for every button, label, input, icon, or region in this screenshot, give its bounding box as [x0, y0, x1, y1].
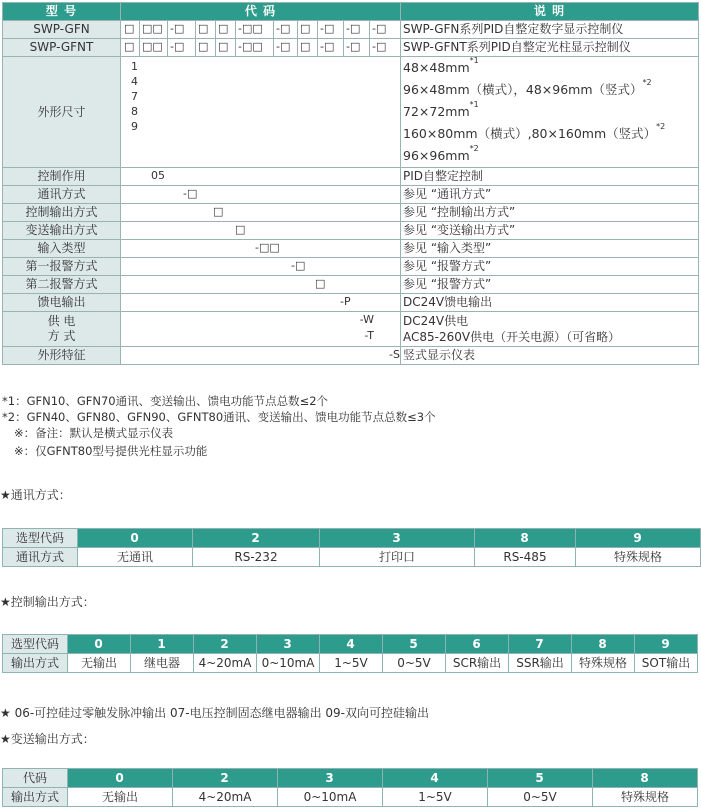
power-desc: DC24V供电 AC85-260V供电（开关电源）（可省略） — [401, 312, 699, 347]
ctrl-value: SCR输出 — [446, 654, 509, 673]
size-codes — [121, 57, 401, 168]
option-code: 05 — [151, 169, 165, 182]
ctrl-code-7: 7 — [509, 635, 572, 654]
model-name: SWP-GFNT — [3, 39, 121, 57]
code-segment: -□ — [346, 40, 361, 53]
trans-code-2: 2 — [173, 769, 278, 788]
code-segment: □ — [300, 22, 311, 35]
segment-divider — [235, 21, 236, 38]
code-segment: -□ — [320, 40, 335, 53]
option-row — [3, 294, 699, 312]
comm-value: RS-232 — [193, 548, 320, 567]
segment-divider — [195, 21, 196, 38]
ctrl-row-label: 输出方式 — [3, 654, 68, 673]
model-row-gfnt — [3, 39, 699, 57]
option-desc: 参见 “报警方式” — [401, 258, 699, 276]
option-row — [3, 222, 699, 240]
ctrl-code-4: 4 — [320, 635, 383, 654]
power-row — [3, 312, 699, 347]
model-desc: SWP-GFN系列PID自整定数字显示控制仪 — [401, 21, 699, 39]
code-segment: -□□ — [238, 22, 263, 35]
shape-label: 外形特征 — [3, 347, 121, 365]
main-header-row — [3, 3, 699, 21]
code-segment: -□ — [320, 22, 335, 35]
ctrl-value: 1~5V — [320, 654, 383, 673]
comm-code-8: 8 — [475, 529, 576, 548]
code-segment: □ — [218, 40, 229, 53]
code-segment: □ — [218, 22, 229, 35]
code-segment: □□ — [142, 40, 163, 53]
trans-code-0: 0 — [68, 769, 173, 788]
ctrl-value: 特殊规格 — [572, 654, 635, 673]
segment-divider — [235, 39, 236, 56]
option-code-cell — [121, 186, 401, 204]
option-row — [3, 276, 699, 294]
option-label: 馈电输出 — [3, 294, 121, 312]
option-code: □ — [235, 223, 246, 236]
note-2: *2：GFN40、GFN80、GFN90、GFNT80通讯、变送输出、馈电功能节点总数≤3个 — [2, 410, 436, 424]
option-desc: 参见 “报警方式” — [401, 276, 699, 294]
size-code: 4 — [131, 75, 138, 88]
size-row — [3, 57, 699, 168]
header-code: 代 码 — [121, 3, 401, 21]
option-row — [3, 258, 699, 276]
power-codes — [121, 312, 401, 347]
code-segment: □ — [198, 40, 209, 53]
option-desc: 参见 “控制输出方式” — [401, 204, 699, 222]
option-label: 第二报警方式 — [3, 276, 121, 294]
option-label: 变送输出方式 — [3, 222, 121, 240]
comm-head-label: 选型代码 — [3, 529, 78, 548]
comm-code-3: 3 — [320, 529, 475, 548]
option-code: □ — [315, 277, 326, 290]
size-code: 1 — [131, 60, 138, 73]
code-segments-gfnt — [121, 39, 401, 57]
trans-value: 4~20mA — [173, 788, 278, 807]
model-desc: SWP-GFNT系列PID自整定光柱显示控制仪 — [401, 39, 699, 57]
power-code-w: -W — [359, 313, 374, 326]
option-label: 第一报警方式 — [3, 258, 121, 276]
header-desc: 说 明 — [401, 3, 699, 21]
segment-divider — [167, 21, 168, 38]
segment-divider — [167, 39, 168, 56]
segment-divider — [343, 21, 344, 38]
comm-value: 特殊规格 — [576, 548, 701, 567]
trans-value: 0~5V — [488, 788, 593, 807]
segment-divider — [139, 39, 140, 56]
code-segment: -□ — [276, 22, 291, 35]
code-segment: □□ — [142, 22, 163, 35]
code-segment: □ — [198, 22, 209, 35]
code-segment: -□ — [276, 40, 291, 53]
ctrl-code-8: 8 — [572, 635, 635, 654]
segment-divider — [215, 39, 216, 56]
trans-value: 1~5V — [383, 788, 488, 807]
size-line: $96\times 96mm^{*2}$ — [403, 144, 479, 163]
segment-divider — [343, 39, 344, 56]
ctrl-value: 0~10mA — [257, 654, 320, 673]
comm-table — [2, 528, 701, 567]
ctrl-title: ★控制输出方式： — [0, 595, 95, 609]
option-code-cell — [121, 276, 401, 294]
ctrl-value: SOT输出 — [635, 654, 698, 673]
code-segments-gfn — [121, 21, 401, 39]
option-code-cell — [121, 240, 401, 258]
option-label: 控制输出方式 — [3, 204, 121, 222]
option-code-cell — [121, 258, 401, 276]
code-segment: -□ — [170, 40, 185, 53]
trans-code-5: 5 — [488, 769, 593, 788]
code-segment: -□ — [170, 22, 185, 35]
segment-divider — [273, 21, 274, 38]
segment-divider — [139, 21, 140, 38]
comm-code-0: 0 — [78, 529, 193, 548]
trans-row-label: 输出方式 — [3, 788, 68, 807]
segment-divider — [369, 21, 370, 38]
segment-divider — [215, 21, 216, 38]
model-selection-table — [2, 2, 699, 365]
option-code-cell — [121, 222, 401, 240]
ctrl-value: SSR输出 — [509, 654, 572, 673]
segment-divider — [317, 21, 318, 38]
ctrl-value: 4~20mA — [194, 654, 257, 673]
size-code: 7 — [131, 90, 138, 103]
ctrl-code-0: 0 — [68, 635, 131, 654]
option-code-cell — [121, 168, 401, 186]
segment-divider — [317, 39, 318, 56]
option-row — [3, 186, 699, 204]
option-code: -□□ — [255, 241, 280, 254]
shape-row — [3, 347, 699, 365]
option-desc: 参见 “变送输出方式” — [401, 222, 699, 240]
trans-table — [2, 768, 698, 807]
ctrl-code-9: 9 — [635, 635, 698, 654]
option-label: 通讯方式 — [3, 186, 121, 204]
option-code: □ — [213, 205, 224, 218]
size-label: 外形尺寸 — [3, 57, 121, 168]
option-code: -□ — [291, 259, 306, 272]
size-code: 8 — [131, 105, 138, 118]
size-code: 9 — [131, 120, 138, 133]
trans-value: 0~10mA — [278, 788, 383, 807]
ctrl-code-3: 3 — [257, 635, 320, 654]
ctrl-value: 无输出 — [68, 654, 131, 673]
trans-head-label: 代码 — [3, 769, 68, 788]
note-3: ※：备注：默认是横式显示仪表 — [14, 426, 174, 440]
code-segment: -□ — [346, 22, 361, 35]
ctrl-code-6: 6 — [446, 635, 509, 654]
code-segment: □ — [124, 40, 135, 53]
segment-divider — [297, 39, 298, 56]
model-row-gfn — [3, 21, 699, 39]
option-row — [3, 240, 699, 258]
note-4: ※：仅GFNT80型号提供光柱显示功能 — [14, 444, 208, 458]
shape-desc: 竖式显示仪表 — [401, 347, 699, 365]
option-desc: 参见 “输入类型” — [401, 240, 699, 258]
power-code-t: -T — [364, 329, 374, 342]
option-desc: 参见 “通讯方式” — [401, 186, 699, 204]
option-row — [3, 204, 699, 222]
ctrl-code-2: 2 — [194, 635, 257, 654]
code-segment: □ — [124, 22, 135, 35]
comm-code-2: 2 — [193, 529, 320, 548]
option-code: -P — [340, 295, 351, 308]
size-line: $48\times 48mm^{*1}$ — [403, 56, 479, 75]
option-code-cell — [121, 294, 401, 312]
comm-title: ★通讯方式： — [0, 488, 71, 502]
option-label: 输入类型 — [3, 240, 121, 258]
header-model: 型 号 — [3, 3, 121, 21]
trans-code-8: 8 — [593, 769, 698, 788]
segment-divider — [273, 39, 274, 56]
trans-title: ★变送输出方式： — [0, 732, 95, 746]
trans-value: 特殊规格 — [593, 788, 698, 807]
size-code-list — [131, 59, 138, 134]
ctrl-code-5: 5 — [383, 635, 446, 654]
ctrl-head-label: 选型代码 — [3, 635, 68, 654]
size-line: 96×48mm（横式），48×96mm（竖式）$^{*2}$ — [403, 78, 652, 97]
segment-divider — [369, 39, 370, 56]
trans-code-4: 4 — [383, 769, 488, 788]
comm-row-label: 通讯方式 — [3, 548, 78, 567]
size-desc — [401, 57, 699, 168]
code-segment: -□ — [372, 22, 387, 35]
note-1: *1：GFN10、GFN70通讯、变送输出、馈电功能节点总数≤2个 — [2, 394, 329, 408]
option-code: -□ — [183, 187, 198, 200]
size-line: $72\times 72mm^{*1}$ — [403, 100, 479, 119]
option-label: 控制作用 — [3, 168, 121, 186]
comm-value: RS-485 — [475, 548, 576, 567]
ctrl-code-1: 1 — [131, 635, 194, 654]
code-segment: □ — [300, 40, 311, 53]
ctrl-value: 0~5V — [383, 654, 446, 673]
code-segment: -□ — [372, 40, 387, 53]
power-label: 供 电 方 式 — [3, 312, 121, 347]
size-line: 160×80mm（横式）,80×160mm（竖式）$^{*2}$ — [403, 122, 666, 141]
segment-divider — [195, 39, 196, 56]
model-name: SWP-GFN — [3, 21, 121, 39]
ctrl-extra-note: ★ 06-可控硅过零触发脉冲输出 07-电压控制固态继电器输出 09-双向可控硅输出 — [0, 706, 430, 720]
comm-value: 无通讯 — [78, 548, 193, 567]
trans-code-3: 3 — [278, 769, 383, 788]
option-desc: DC24V馈电输出 — [401, 294, 699, 312]
ctrl-value: 继电器 — [131, 654, 194, 673]
ctrl-table — [2, 634, 698, 673]
code-segment: -□□ — [238, 40, 263, 53]
comm-value: 打印口 — [320, 548, 475, 567]
option-row — [3, 168, 699, 186]
segment-divider — [297, 21, 298, 38]
option-code-cell — [121, 204, 401, 222]
option-desc: PID自整定控制 — [401, 168, 699, 186]
trans-value: 无输出 — [68, 788, 173, 807]
shape-code: -S — [121, 347, 401, 365]
comm-code-9: 9 — [576, 529, 701, 548]
